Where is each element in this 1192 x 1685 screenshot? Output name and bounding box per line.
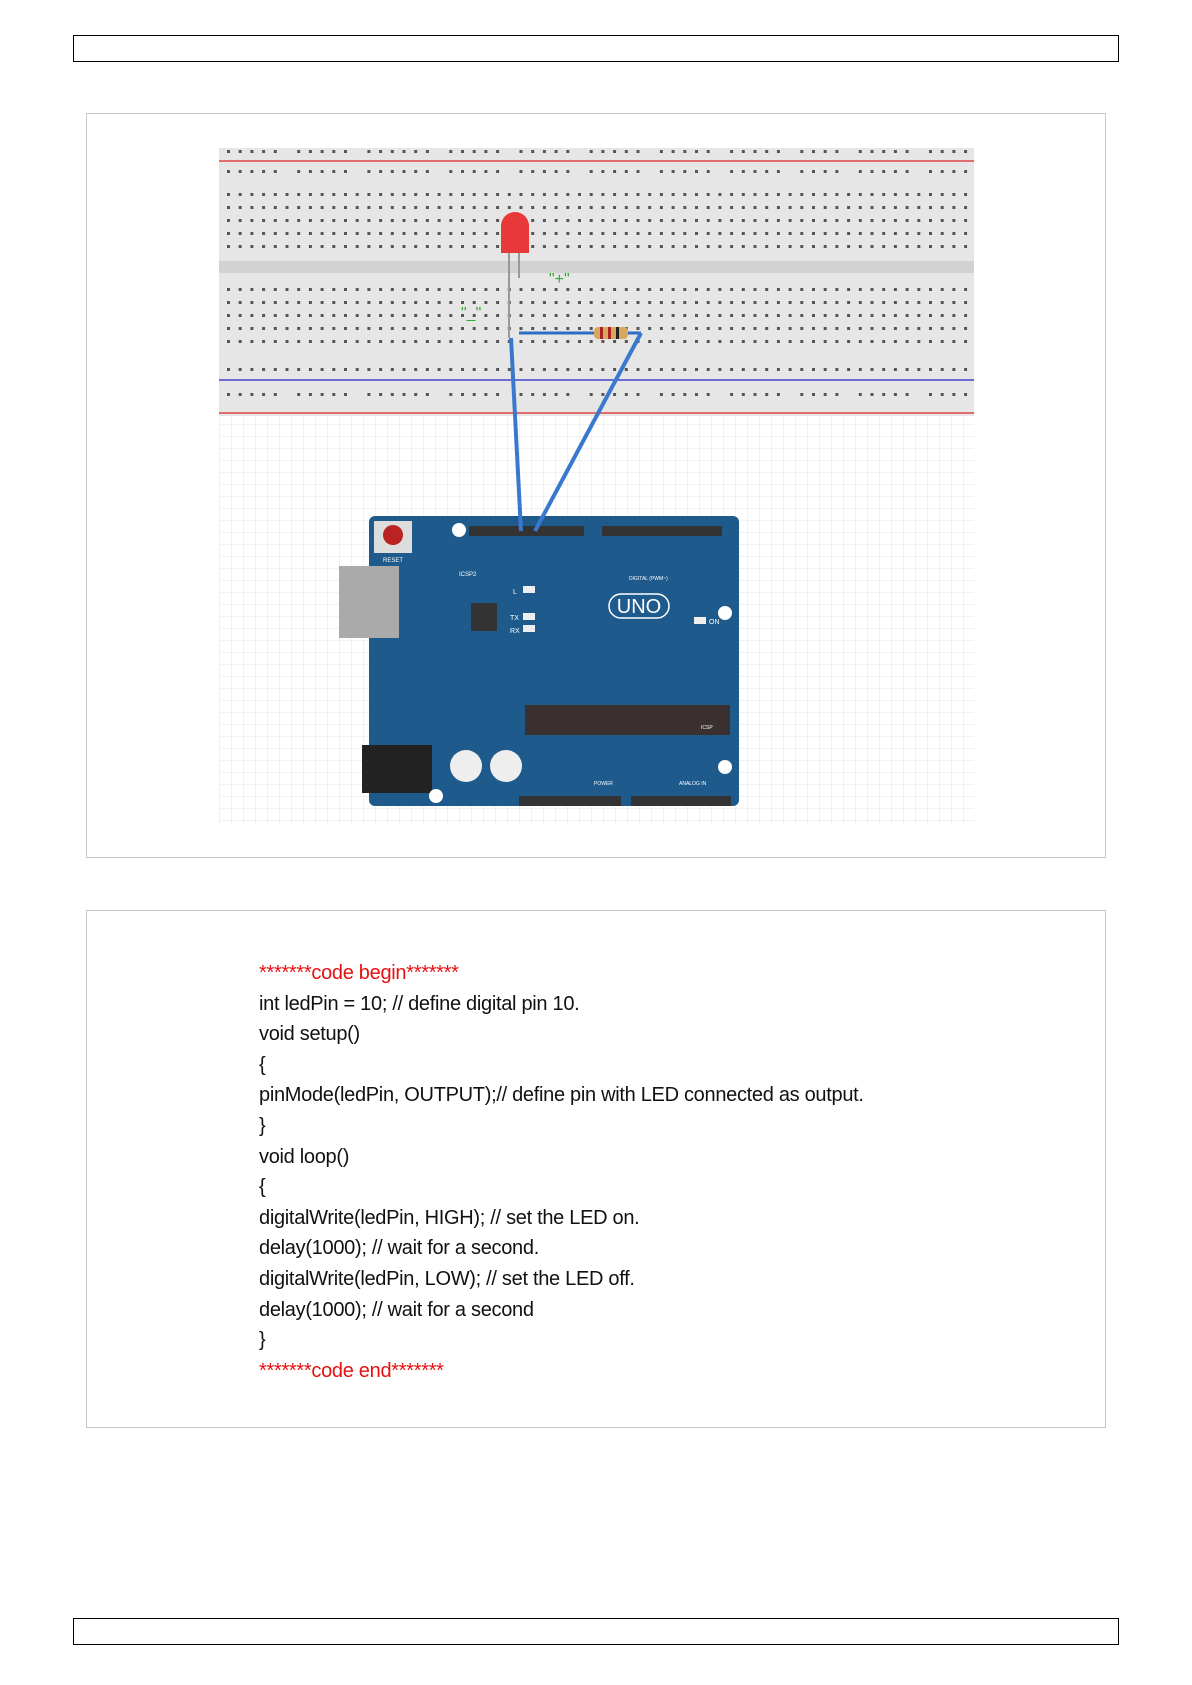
code-end-marker: *******code end******* — [259, 1359, 444, 1382]
code-begin-marker: *******code begin******* — [259, 962, 459, 984]
uno-logo: UNO — [616, 596, 662, 618]
minus-label: "_" — [461, 305, 482, 322]
power-label: POWER — [594, 781, 613, 787]
circuit-diagram — [219, 148, 974, 823]
icsp2-label: ICSP2 — [459, 572, 477, 578]
page-footer-box — [73, 1618, 1119, 1645]
circuit-figure — [86, 113, 1106, 858]
code-line: delay(1000); // wait for a second — [259, 1298, 534, 1321]
digital-label: DIGITAL (PWM~) — [629, 576, 668, 582]
on-label: ON — [709, 619, 720, 626]
code-line: { — [259, 1053, 266, 1076]
code-line: } — [259, 1114, 266, 1137]
analog-label: ANALOG IN — [679, 781, 707, 787]
rx-label: RX — [510, 628, 520, 635]
code-line: digitalWrite(ledPin, HIGH); // set the LED on. — [259, 1206, 640, 1229]
code-listing — [259, 958, 864, 1386]
code-line: int ledPin = 10; // define digital pin 10. — [259, 992, 580, 1015]
icsp-label: ICSP — [701, 725, 713, 731]
code-line: } — [259, 1329, 266, 1352]
code-line: delay(1000); // wait for a second. — [259, 1237, 539, 1260]
code-line: { — [259, 1176, 266, 1199]
code-listing-box — [86, 910, 1106, 1428]
page-header-box — [73, 35, 1119, 62]
code-line: void loop() — [259, 1145, 350, 1168]
reset-label: RESET — [382, 558, 404, 564]
plus-label: "+" — [549, 271, 570, 288]
tx-label: TX — [510, 615, 519, 622]
code-line: pinMode(ledPin, OUTPUT);// define pin with LED connected as output. — [259, 1084, 864, 1107]
l-label: L — [513, 589, 517, 596]
code-line: void setup() — [259, 1023, 360, 1046]
code-line: digitalWrite(ledPin, LOW); // set the LED off. — [259, 1267, 635, 1290]
breadboard — [219, 148, 974, 416]
arduino-uno-board — [339, 516, 739, 806]
